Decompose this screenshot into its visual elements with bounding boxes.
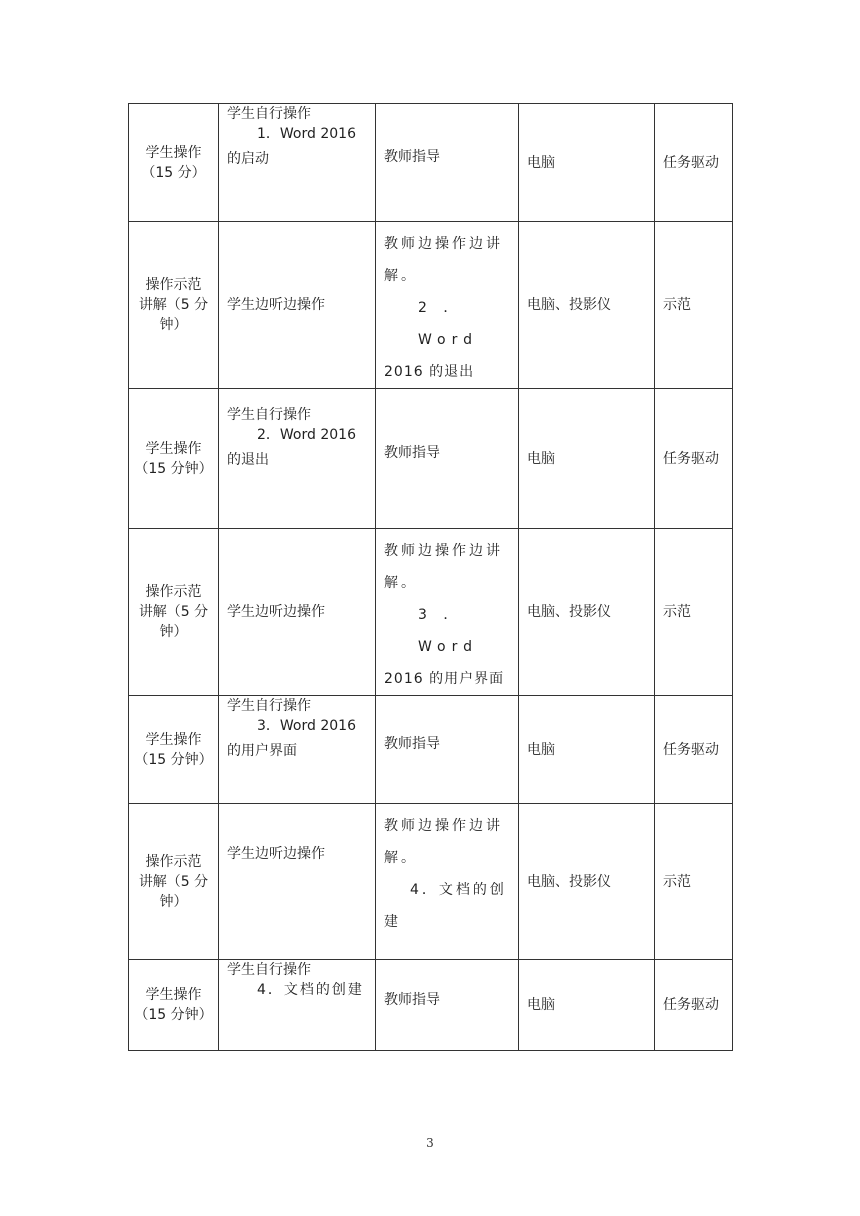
activity-line: 学生边听边操作	[227, 845, 325, 862]
teacher-line: 3 ． Word	[418, 607, 478, 655]
resources-cell	[519, 104, 655, 222]
resources-cell	[519, 804, 655, 960]
stage-cell	[129, 804, 219, 960]
teacher-line: 教师边操作边讲	[384, 543, 503, 559]
teacher-line: 4．文档的创	[410, 882, 507, 898]
activity-cell	[219, 960, 376, 1051]
activity-line: 1．Word 2016	[257, 126, 356, 142]
resources-cell	[519, 960, 655, 1051]
stage-cell	[129, 389, 219, 529]
stage-line: 学生操作	[145, 987, 202, 1003]
table-row	[129, 960, 733, 1051]
method-text: 任务驱动	[663, 450, 719, 467]
method-cell	[655, 960, 733, 1051]
teacher-cell	[376, 222, 519, 389]
activity-line: 3．Word 2016	[257, 718, 356, 734]
teacher-cell	[376, 960, 519, 1051]
page-number: 3	[426, 1136, 434, 1150]
teacher-line: 教师边操作边讲	[384, 818, 503, 834]
method-cell	[655, 529, 733, 696]
activity-line: 4．文档的创建	[257, 982, 364, 998]
method-text: 任务驱动	[663, 741, 719, 758]
teacher-line: 教师指导	[384, 444, 440, 461]
teacher-line: 建	[384, 914, 401, 930]
teacher-cell	[376, 529, 519, 696]
teacher-line: 教师边操作边讲	[384, 236, 503, 252]
stage-line: （15 分钟）	[134, 1007, 213, 1023]
stage-line: （15 分）	[141, 164, 206, 181]
activity-cell	[219, 389, 376, 529]
teacher-line: 2 ． Word	[418, 300, 478, 348]
resources-text: 电脑、投影仪	[527, 873, 611, 890]
activity-line: 的用户界面	[227, 743, 297, 759]
method-text: 任务驱动	[663, 154, 719, 171]
resources-cell	[519, 696, 655, 804]
teacher-cell	[376, 804, 519, 960]
stage-line: 讲解（5 分	[138, 297, 209, 313]
activity-line: 学生自行操作	[227, 407, 311, 423]
teacher-cell	[376, 104, 519, 222]
activity-line: 的启动	[227, 151, 269, 167]
resources-cell	[519, 389, 655, 529]
stage-line: 学生操作	[145, 440, 202, 457]
stage-line: 学生操作	[145, 731, 202, 748]
resources-text: 电脑	[527, 450, 555, 467]
activity-line: 学生边听边操作	[227, 297, 325, 313]
resources-cell	[519, 222, 655, 389]
stage-cell	[129, 222, 219, 389]
stage-line: 操作示范	[145, 853, 202, 870]
resources-text: 电脑	[527, 997, 555, 1013]
table-row	[129, 389, 733, 529]
activity-cell	[219, 529, 376, 696]
stage-line: 讲解（5 分	[138, 873, 209, 890]
activity-line: 学生自行操作	[227, 962, 311, 978]
resources-text: 电脑、投影仪	[527, 297, 611, 313]
table-row	[129, 529, 733, 696]
stage-cell	[129, 104, 219, 222]
teacher-line: 解。	[384, 575, 418, 591]
stage-line: 学生操作	[145, 144, 202, 161]
method-cell	[655, 804, 733, 960]
resources-text: 电脑	[527, 154, 555, 171]
teacher-cell	[376, 696, 519, 804]
stage-cell	[129, 696, 219, 804]
resources-cell	[519, 529, 655, 696]
method-cell	[655, 389, 733, 529]
stage-line: 讲解（5 分	[138, 604, 209, 620]
stage-line: 操作示范	[145, 584, 202, 600]
table-row	[129, 804, 733, 960]
activity-cell	[219, 222, 376, 389]
activity-line: 的退出	[227, 452, 269, 468]
activity-cell	[219, 804, 376, 960]
teacher-line: 教师指导	[384, 992, 440, 1008]
activity-line: 学生自行操作	[227, 698, 311, 714]
activity-cell	[219, 696, 376, 804]
method-text: 示范	[663, 604, 691, 620]
method-cell	[655, 104, 733, 222]
resources-text: 电脑	[527, 741, 555, 758]
stage-cell	[129, 960, 219, 1051]
table-row	[129, 104, 733, 222]
stage-line: 钟）	[159, 893, 188, 910]
method-cell	[655, 222, 733, 389]
method-text: 示范	[663, 873, 691, 890]
activity-line: 学生自行操作	[227, 106, 311, 122]
activity-line: 2．Word 2016	[257, 427, 356, 443]
lesson-plan-table	[128, 103, 733, 1051]
teacher-line: 2016 的退出	[384, 364, 475, 380]
resources-text: 电脑、投影仪	[527, 604, 611, 620]
stage-line: （15 分钟）	[134, 460, 213, 477]
teacher-line: 解。	[384, 850, 418, 866]
teacher-line: 教师指导	[384, 735, 440, 752]
activity-line: 学生边听边操作	[227, 604, 325, 620]
stage-line: 操作示范	[145, 277, 202, 293]
teacher-line: 2016 的用户界面	[384, 671, 505, 687]
table-row	[129, 696, 733, 804]
teacher-line: 解。	[384, 268, 418, 284]
method-cell	[655, 696, 733, 804]
activity-cell	[219, 104, 376, 222]
method-text: 任务驱动	[663, 997, 719, 1013]
teacher-line: 教师指导	[384, 148, 440, 165]
stage-line: （15 分钟）	[134, 751, 213, 768]
teacher-cell	[376, 389, 519, 529]
stage-cell	[129, 529, 219, 696]
table-row	[129, 222, 733, 389]
stage-line: 钟）	[159, 624, 188, 640]
method-text: 示范	[663, 297, 691, 313]
stage-line: 钟）	[159, 317, 188, 333]
